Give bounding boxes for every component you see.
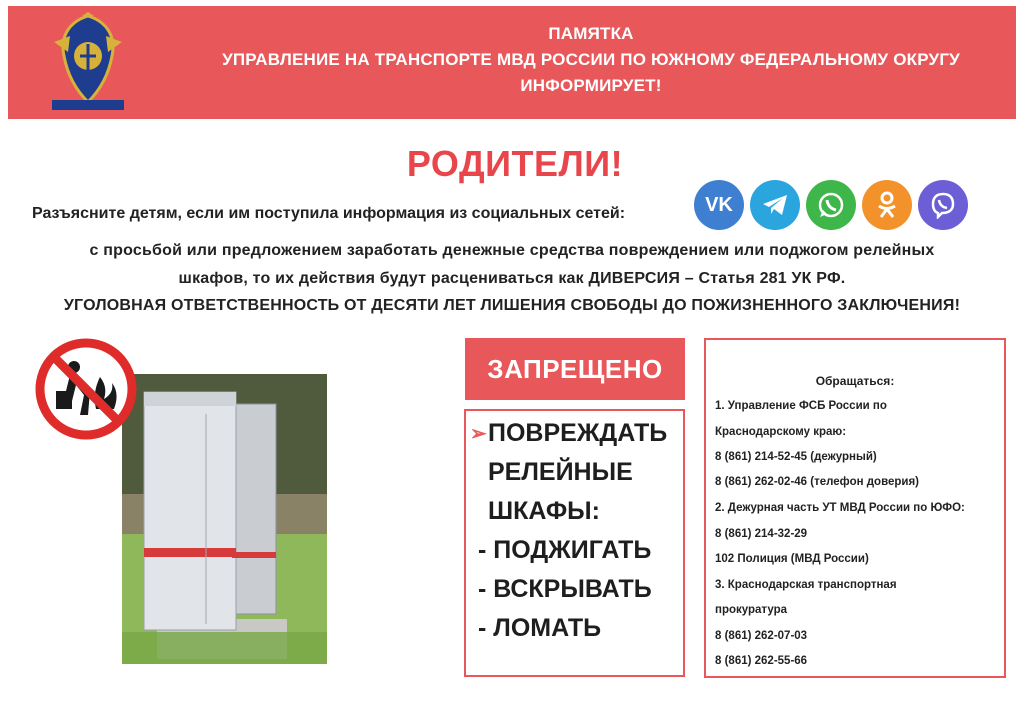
contact-phone: 8 (861) 214-32-29: [715, 528, 808, 540]
contact-phone: 8 (861) 262-02-46 (телефон доверия): [715, 476, 920, 488]
whatsapp-icon: [806, 180, 856, 230]
contact-phone: 8 (861) 262-55-66: [715, 655, 808, 667]
header-banner: [8, 6, 1016, 119]
header-text: [168, 21, 1014, 99]
contact-line: прокуратура: [715, 604, 787, 616]
body-line-3: УГОЛОВНАЯ ОТВЕТСТВЕННОСТЬ ОТ ДЕСЯТИ ЛЕТ ЛИШЕНИЯ СВОБОДЫ ДО ПОЖИЗНЕННОГО ЗАКЛЮЧЕНИЯ!: [63, 297, 961, 314]
header-line-1: ПАМЯТКА: [548, 24, 634, 43]
list-item-arson: - ПОДЖИГАТЬ: [478, 536, 652, 564]
mvd-emblem-icon: [48, 12, 128, 114]
contact-phone: 8 (861) 262-07-03: [715, 630, 808, 642]
list-item-relay: РЕЛЕЙНЫЕ: [488, 458, 633, 486]
contact-phone: 8 (861) 214-52-45 (дежурный): [715, 451, 877, 463]
page-title: РОДИТЕЛИ!: [406, 143, 624, 184]
prohibited-sabotage-icon: [34, 337, 138, 441]
social-icons: [694, 180, 974, 240]
list-item-damage: ПОВРЕЖДАТЬ: [488, 419, 668, 447]
contacts-panel: [704, 338, 1006, 678]
vk-icon: VK: [694, 180, 744, 230]
list-item-cabinets: ШКАФЫ:: [488, 497, 600, 525]
body-line-1: с просьбой или предложением заработать денежные средства повреждением или поджогом релейных: [89, 242, 935, 259]
contact-line: 1. Управление ФСБ России по: [715, 400, 887, 412]
list-bullet-icon: ➢: [470, 423, 487, 445]
contact-line: 2. Дежурная часть УТ МВД России по ЮФО:: [715, 502, 965, 514]
header-line-3: ИНФОРМИРУЕТ!: [520, 76, 662, 95]
list-item-break: - ЛОМАТЬ: [478, 614, 602, 642]
contact-line: 3. Краснодарская транспортная: [715, 579, 897, 591]
relay-cabinet-photo: [122, 374, 327, 664]
header-line-2: УПРАВЛЕНИЕ НА ТРАНСПОРТЕ МВД РОССИИ ПО ЮЖНОМУ ФЕДЕРАЛЬНОМУ ОКРУГУ: [222, 50, 960, 69]
forbidden-list: [464, 409, 685, 677]
viber-icon: [918, 180, 968, 230]
odnoklassniki-icon: [862, 180, 912, 230]
list-item-open: - ВСКРЫВАТЬ: [478, 575, 652, 603]
forbidden-title: ЗАПРЕЩЕНО: [465, 338, 685, 400]
contacts-title: Обращаться:: [815, 374, 895, 388]
telegram-icon: [750, 180, 800, 230]
contact-line: 102 Полиция (МВД России): [715, 553, 869, 565]
contact-line: Краснодарскому краю:: [715, 426, 847, 438]
explain-text: Разъясните детям, если им поступила информация из социальных сетей:: [32, 205, 626, 222]
body-line-2: шкафов, то их действия будут расцениваться как ДИВЕРСИЯ – Статья 281 УК РФ.: [178, 270, 846, 287]
